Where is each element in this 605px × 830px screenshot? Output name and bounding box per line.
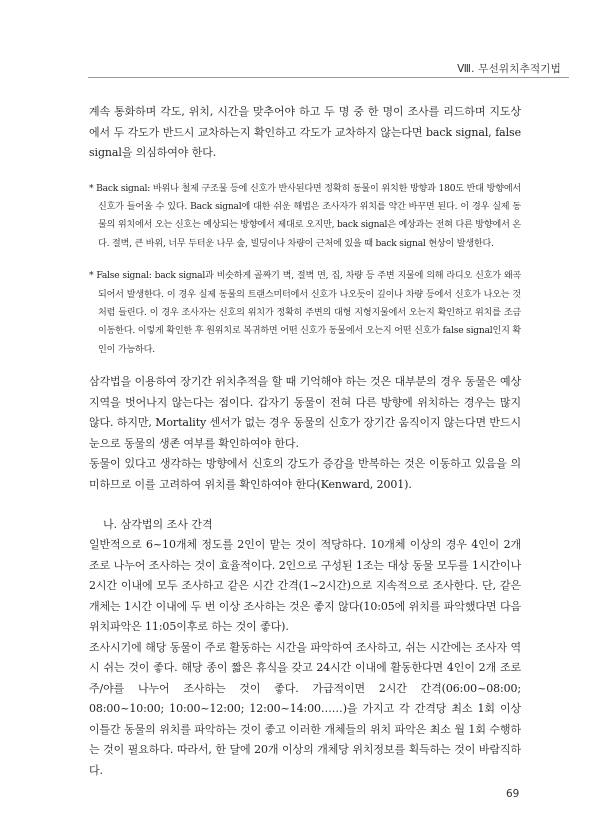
section-subheading: 나. 삼각법의 조사 간격	[103, 518, 213, 532]
paragraph-signal-strength: 동물이 있다고 생각하는 방향에서 신호의 강도가 증감을 반복하는 것은 이동하고 있음을 의미하므로 이를 고려하여 위치를 확인하여야 한다(Kenward, 2001).	[89, 457, 521, 491]
page-number: 69	[506, 788, 520, 800]
chapter-title: Ⅷ. 무선위치추적기법	[457, 63, 561, 75]
paragraph-survey-personnel: 일반적으로 6~10개체 정도를 2인이 맡는 것이 적당하다. 10개체 이상의 경우 4인이 2개 조로 나누어 조사하는 것이 효율적이다. 2인으로 구성된 1조는 대상 동물 모두를 1시간이나 2시간 이내에 모두 조사하고 같은 시간 간격(1~2시간)으로 지속적으로 조사한다. 단, 같은 개체는 1시간 이내에 두 번 이상 조사하는 것은 좋지 않다(10:05에 위치를 파악했다면 다음 위치파악은 11:05이후로 하는 것이 좋다).	[89, 538, 521, 634]
note-false-signal: * False signal: back signal과 비슷하게 골짜기 벽, 절벽 면, 집, 차량 등 주변 지물에 의해 라디오 신호가 왜곡되어서 발생한다. 이 경우 실제 동물의 트랜스미터에서 신호가 나오듯이 깊이나 차량 등에서 신호가 나오는 것처럼 들린다. 이 경우 조사자는 신호의 위치가 정확히 주변의 대형 지형지물에서 오는지 확인하고 위치를 조금 이동한다. 이렇게 확인한 후 원위치로 복귀하면 어떤 신호가 동물에서 오는지 어떤 신호가 false signal인지 확인이 가능하다.	[89, 271, 521, 355]
paragraph-triangulation-procedure: 계속 통화하며 각도, 위치, 시간을 맞추어야 하고 두 명 중 한 명이 조사를 리드하며 지도상에서 두 각도가 반드시 교차하는지 확인하고 각도가 교차하지 않는다면 back signal, false signal을 의심하여야 한다.	[89, 105, 521, 159]
page-content	[89, 102, 521, 781]
header-divider	[88, 77, 569, 78]
note-back-signal: * Back signal: 바위나 철제 구조물 등에 신호가 반사된다면 정확히 동물이 위치한 방향과 180도 반대 방향에서 신호가 들어올 수 있다. Back signal에 대한 쉬운 해법은 조사자가 위치를 약간 바꾸면 된다. 이 경우 실제 동물의 위치에서 오는 신호는 예상되는 방향에서 제대로 오지만, back signal은 예상과는 전혀 다른 방향에서 온다. 절벽, 큰 바위, 너무 두터운 나무 숲, 빌딩이나 차량이 근처에 있을 때 back signal 현상이 발생한다.	[89, 183, 521, 249]
paragraph-long-term-tracking: 삼각법을 이용하여 장기간 위치추적을 할 때 기억해야 하는 것은 대부분의 경우 동물은 예상지역을 벗어나지 않는다는 점이다. 갑자기 동물이 전혀 다른 방향에 위치하는 경우는 많지 않다. 하지만, Mortality 센서가 없는 경우 동물의 신호가 장기간 움직이지 않는다면 반드시 눈으로 동물의 생존 여부를 확인하여야 한다.	[89, 375, 521, 450]
paragraph-survey-timing: 조사시기에 해당 동물이 주로 활동하는 시간을 파악하여 조사하고, 쉬는 시간에는 조사자 역시 쉬는 것이 좋다. 해당 종이 짧은 휴식을 갖고 24시간 이내에 활동한다면 4인이 2개 조로 주/야를 나누어 조사하는 것이 좋다. 가급적이면 2시간 간격(06:00~08:00; 08:00~10:00; 10:00~12:00; 12:00~14:00……)을 가지고 각 간격당 최소 1회 이상 이틀간 동물의 위치를 파악하는 것이 좋고 이러한 개체들의 위치 파악은 최소 월 1회 수행하는 것이 필요하다. 따라서, 한 달에 20개 이상의 개체당 위치정보를 획득하는 것이 바람직하다.	[89, 640, 521, 777]
